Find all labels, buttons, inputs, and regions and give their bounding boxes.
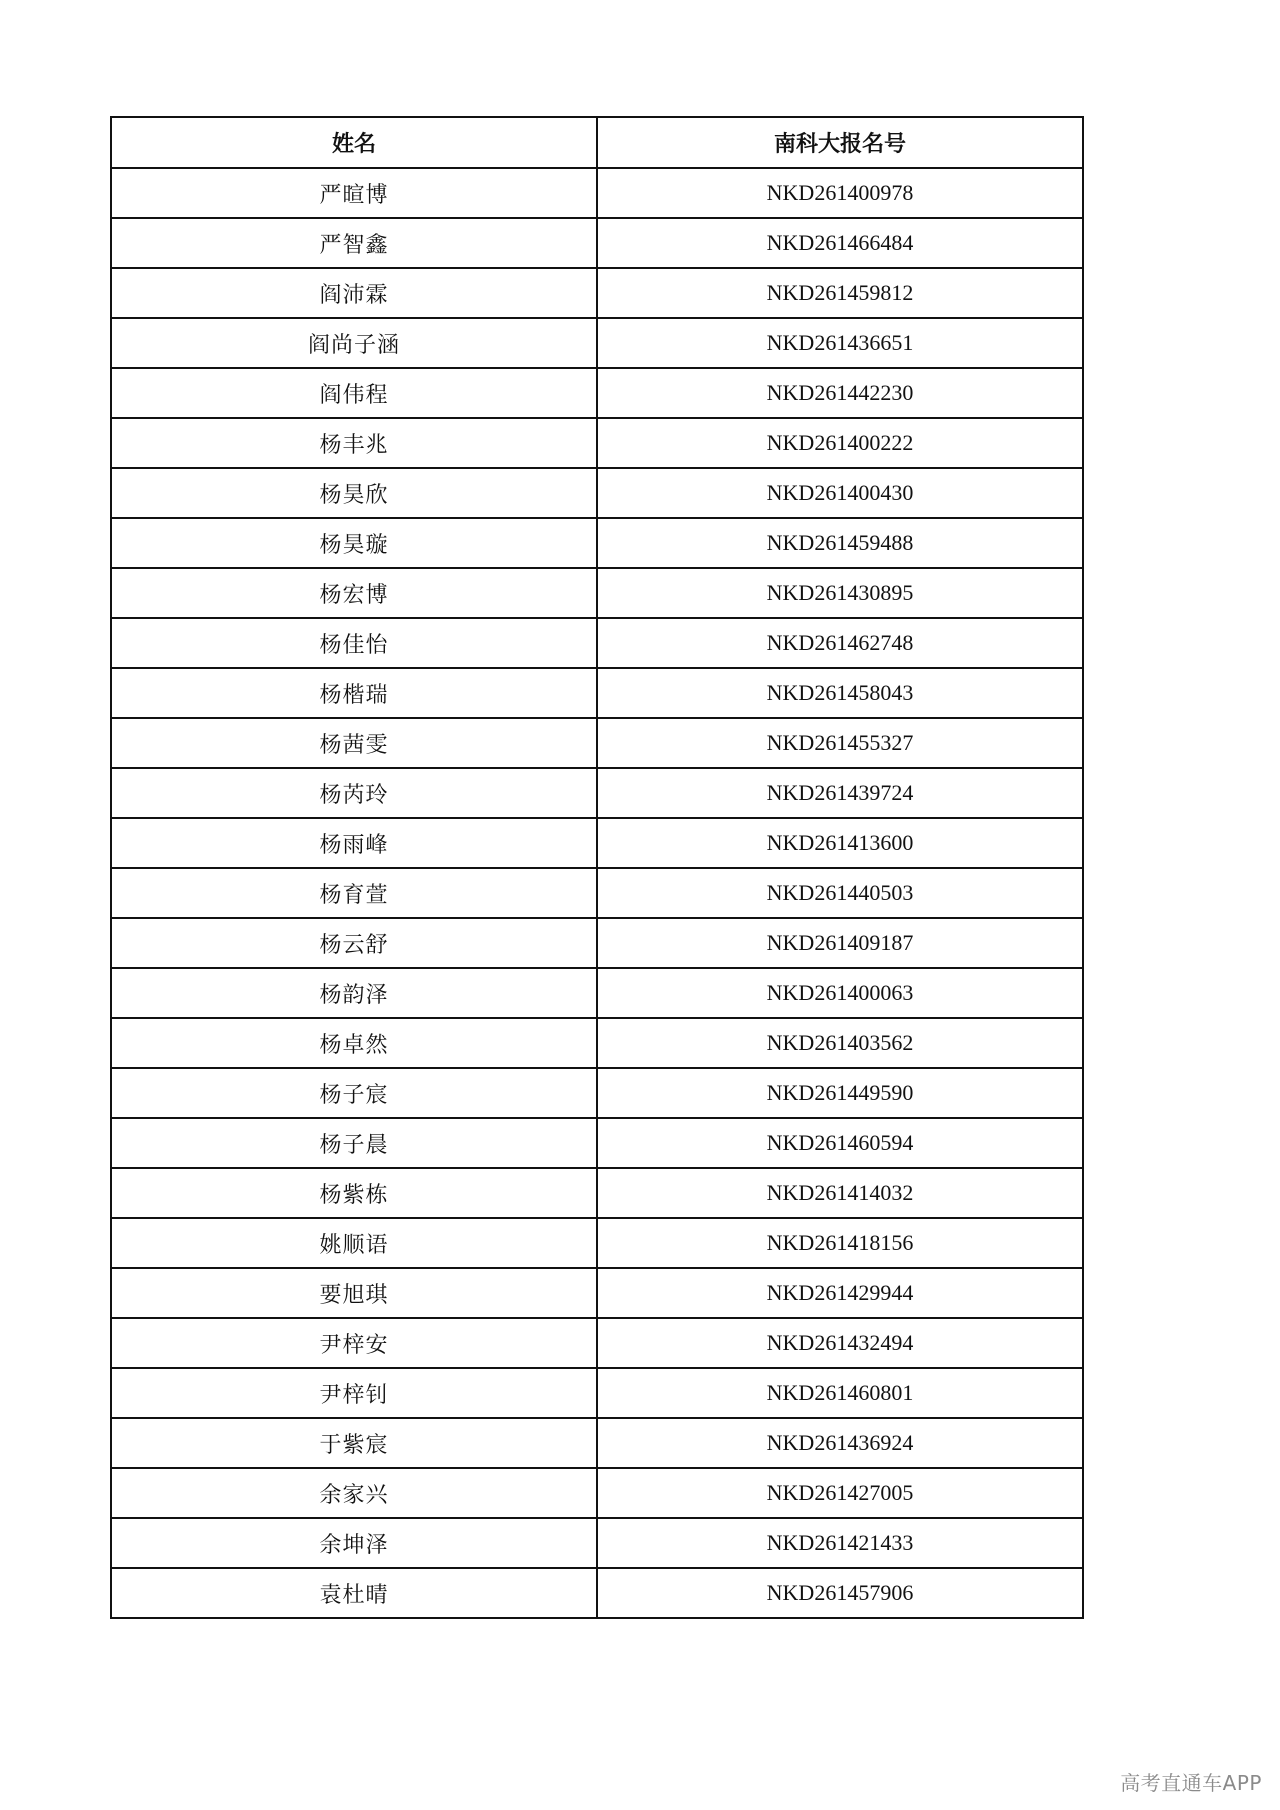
registration-id-cell: NKD261414032 [597, 1168, 1083, 1218]
student-name-cell: 严暄博 [111, 168, 597, 218]
student-name-cell: 阎伟程 [111, 368, 597, 418]
watermark: 高考直通车APP [1120, 1771, 1262, 1795]
student-name-cell: 阎沛霖 [111, 268, 597, 318]
table-row [111, 1418, 1083, 1468]
table-row [111, 1318, 1083, 1368]
table-body [111, 168, 1083, 1618]
registration-id-cell: NKD261432494 [597, 1318, 1083, 1368]
registration-id-cell: NKD261439724 [597, 768, 1083, 818]
registration-id-cell: NKD261436924 [597, 1418, 1083, 1468]
student-name-cell: 杨芮玲 [111, 768, 597, 818]
table-row [111, 1068, 1083, 1118]
table-row [111, 618, 1083, 668]
registration-id-cell: NKD261400063 [597, 968, 1083, 1018]
table-row [111, 168, 1083, 218]
student-name-cell: 尹梓安 [111, 1318, 597, 1368]
student-name-cell: 余家兴 [111, 1468, 597, 1518]
table-row [111, 268, 1083, 318]
table-row [111, 568, 1083, 618]
student-name-cell: 杨佳怡 [111, 618, 597, 668]
table-row [111, 668, 1083, 718]
student-name-cell: 杨子宸 [111, 1068, 597, 1118]
student-name-cell: 杨韵泽 [111, 968, 597, 1018]
student-name-cell: 杨卓然 [111, 1018, 597, 1068]
student-name-cell: 要旭琪 [111, 1268, 597, 1318]
table-row [111, 1518, 1083, 1568]
registration-id-cell: NKD261458043 [597, 668, 1083, 718]
student-name-cell: 余坤泽 [111, 1518, 597, 1568]
student-name-cell: 阎尚子涵 [111, 318, 597, 368]
registration-id-cell: NKD261421433 [597, 1518, 1083, 1568]
registration-id-cell: NKD261409187 [597, 918, 1083, 968]
registration-id-cell: NKD261400222 [597, 418, 1083, 468]
table-row [111, 1568, 1083, 1618]
table-row [111, 918, 1083, 968]
registration-id-cell: NKD261427005 [597, 1468, 1083, 1518]
table-row [111, 368, 1083, 418]
table-row [111, 318, 1083, 368]
table-row [111, 818, 1083, 868]
table-row [111, 418, 1083, 468]
student-name-cell: 杨雨峰 [111, 818, 597, 868]
table-header-row [111, 117, 1083, 168]
table-row [111, 968, 1083, 1018]
student-name-cell: 杨昊璇 [111, 518, 597, 568]
registration-id-cell: NKD261457906 [597, 1568, 1083, 1618]
registration-id-cell: NKD261429944 [597, 1268, 1083, 1318]
table-row [111, 518, 1083, 568]
registration-id-cell: NKD261462748 [597, 618, 1083, 668]
table-row [111, 1218, 1083, 1268]
name-column-header: 姓名 [111, 117, 597, 168]
student-name-cell: 姚顺语 [111, 1218, 597, 1268]
table-row [111, 1118, 1083, 1168]
student-name-cell: 尹梓钊 [111, 1368, 597, 1418]
table-row [111, 1368, 1083, 1418]
student-name-cell: 杨云舒 [111, 918, 597, 968]
registration-id-cell: NKD261455327 [597, 718, 1083, 768]
table-row [111, 1168, 1083, 1218]
registration-id-cell: NKD261436651 [597, 318, 1083, 368]
registration-id-cell: NKD261460594 [597, 1118, 1083, 1168]
table-row [111, 1468, 1083, 1518]
student-name-cell: 杨茜雯 [111, 718, 597, 768]
student-name-cell: 杨育萱 [111, 868, 597, 918]
student-name-cell: 杨紫栋 [111, 1168, 597, 1218]
registration-id-cell: NKD261400430 [597, 468, 1083, 518]
table-row [111, 768, 1083, 818]
registration-id-cell: NKD261430895 [597, 568, 1083, 618]
admission-roster-table [110, 116, 1084, 1619]
registration-id-column-header: 南科大报名号 [597, 117, 1083, 168]
student-name-cell: 杨昊欣 [111, 468, 597, 518]
registration-id-cell: NKD261418156 [597, 1218, 1083, 1268]
registration-id-cell: NKD261442230 [597, 368, 1083, 418]
table-row [111, 1268, 1083, 1318]
registration-id-cell: NKD261413600 [597, 818, 1083, 868]
table-row [111, 718, 1083, 768]
table-row [111, 1018, 1083, 1068]
student-name-cell: 袁杜晴 [111, 1568, 597, 1618]
student-name-cell: 于紫宸 [111, 1418, 597, 1468]
table-row [111, 218, 1083, 268]
student-name-cell: 杨楷瑞 [111, 668, 597, 718]
registration-id-cell: NKD261460801 [597, 1368, 1083, 1418]
registration-id-cell: NKD261449590 [597, 1068, 1083, 1118]
registration-id-cell: NKD261440503 [597, 868, 1083, 918]
table-row [111, 868, 1083, 918]
student-name-cell: 杨宏博 [111, 568, 597, 618]
table-row [111, 468, 1083, 518]
registration-id-cell: NKD261466484 [597, 218, 1083, 268]
registration-id-cell: NKD261459812 [597, 268, 1083, 318]
student-name-cell: 杨丰兆 [111, 418, 597, 468]
registration-id-cell: NKD261459488 [597, 518, 1083, 568]
registration-id-cell: NKD261403562 [597, 1018, 1083, 1068]
student-name-cell: 杨子晨 [111, 1118, 597, 1168]
registration-id-cell: NKD261400978 [597, 168, 1083, 218]
student-name-cell: 严智鑫 [111, 218, 597, 268]
